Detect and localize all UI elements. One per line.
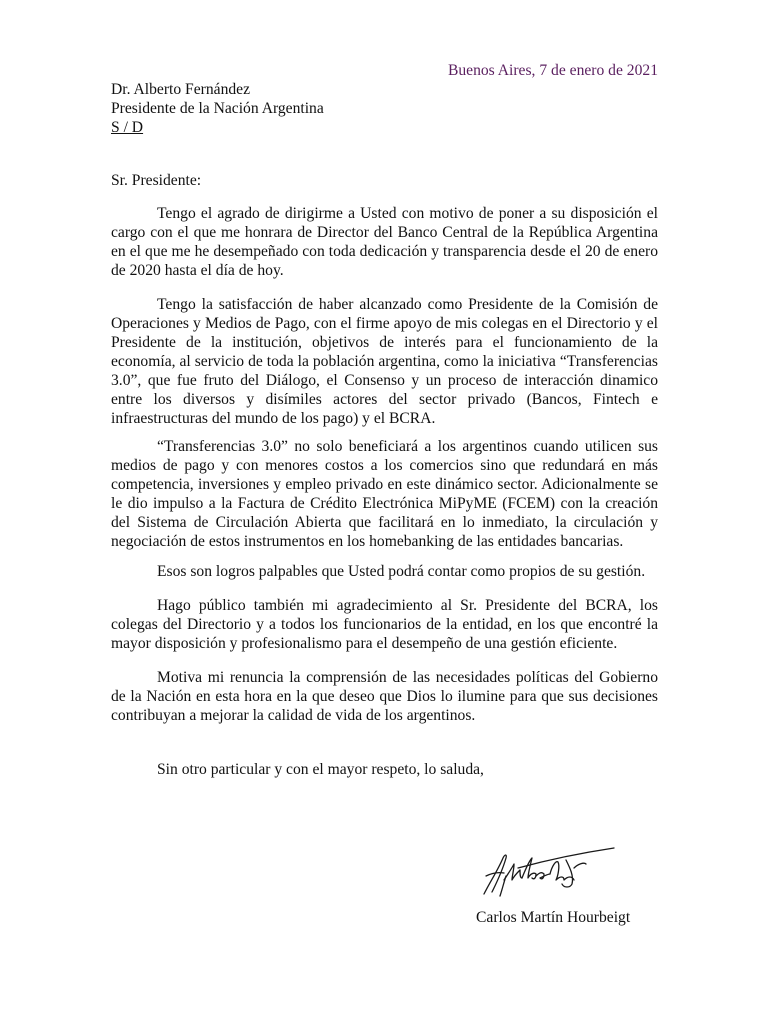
signer-name: Carlos Martín Hourbeigt (476, 909, 631, 926)
recipient-sd: S / D (111, 119, 144, 136)
recipient-name: Dr. Alberto Fernández (111, 81, 251, 98)
letter-body-6 (111, 668, 658, 725)
paragraph-2: Tengo la satisfacción de haber alcanzado como Presidente de la Comisión de Operaciones y Medios de Pago, con el firme apoyo de mis colegas en el Directorio y el Presidente de la institución, objetivos de interés para el funcionamiento de la economía, al servicio de toda la población argentina, como la iniciativa “Transferencias 3.0”, que fue fruto del Diálogo, el Consenso y un proceso de interacción dinamico entre los diversos y disímiles actores del sector privado (Bancos, Fintech e infraestructuras del mundo de los pago) y el BCRA. (111, 296, 658, 427)
paragraph-4: Esos son logros palpables que Usted podrá contar como propios de su gestión. (157, 563, 646, 580)
letter-body (111, 204, 658, 280)
letter-body-4 (111, 562, 658, 581)
recipient-block (111, 80, 324, 137)
salutation: Sr. Presidente: (111, 172, 202, 189)
letter-body-2 (111, 295, 658, 428)
paragraph-3: “Transferencias 3.0” no solo beneficiará a los argentinos cuando utilicen sus medios de pago y con menores costos a los comercios sino que redundará en más competencia, inversiones y empleo privado en este dinámico sector. Adicionalmente se le dio impulso a la Factura de Crédito Electrónica MiPyME (FCEM) con la creación del Sistema de Circulación Abierta que facilitará en lo inmediato, la circulación y negociación de estos instrumentos en los homebanking de las entidades bancarias. (111, 438, 658, 550)
paragraph-6: Motiva mi renuncia la comprensión de las necesidades políticas del Gobierno de la Nación en esta hora en la que deseo que Dios lo ilumine para que sus decisiones contribuyan a mejorar la calidad de vida de los argentinos. (111, 669, 658, 724)
recipient-title: Presidente de la Nación Argentina (111, 100, 324, 117)
handwritten-signature (478, 846, 618, 898)
paragraph-5: Hago público también mi agradecimiento al Sr. Presidente del BCRA, los colegas del Directorio y a todos los funcionarios de la entidad, en los que encontré la mayor disposición y profesionalismo para el desempeño de una gestión eficiente. (111, 597, 658, 652)
letter-body-5 (111, 596, 658, 653)
letter-body-3 (111, 437, 658, 551)
paragraph-1: Tengo el agrado de dirigirme a Usted con motivo de poner a su disposición el cargo con el que me honrara de Director del Banco Central de la República Argentina en el que me he desempeñado con toda dedicación y transparencia desde el 20 de enero de 2020 hasta el día de hoy. (111, 205, 658, 279)
closing-line: Sin otro particular y con el mayor respeto, lo saluda, (157, 761, 484, 778)
letter-date: Buenos Aires, 7 de enero de 2021 (447, 62, 658, 79)
